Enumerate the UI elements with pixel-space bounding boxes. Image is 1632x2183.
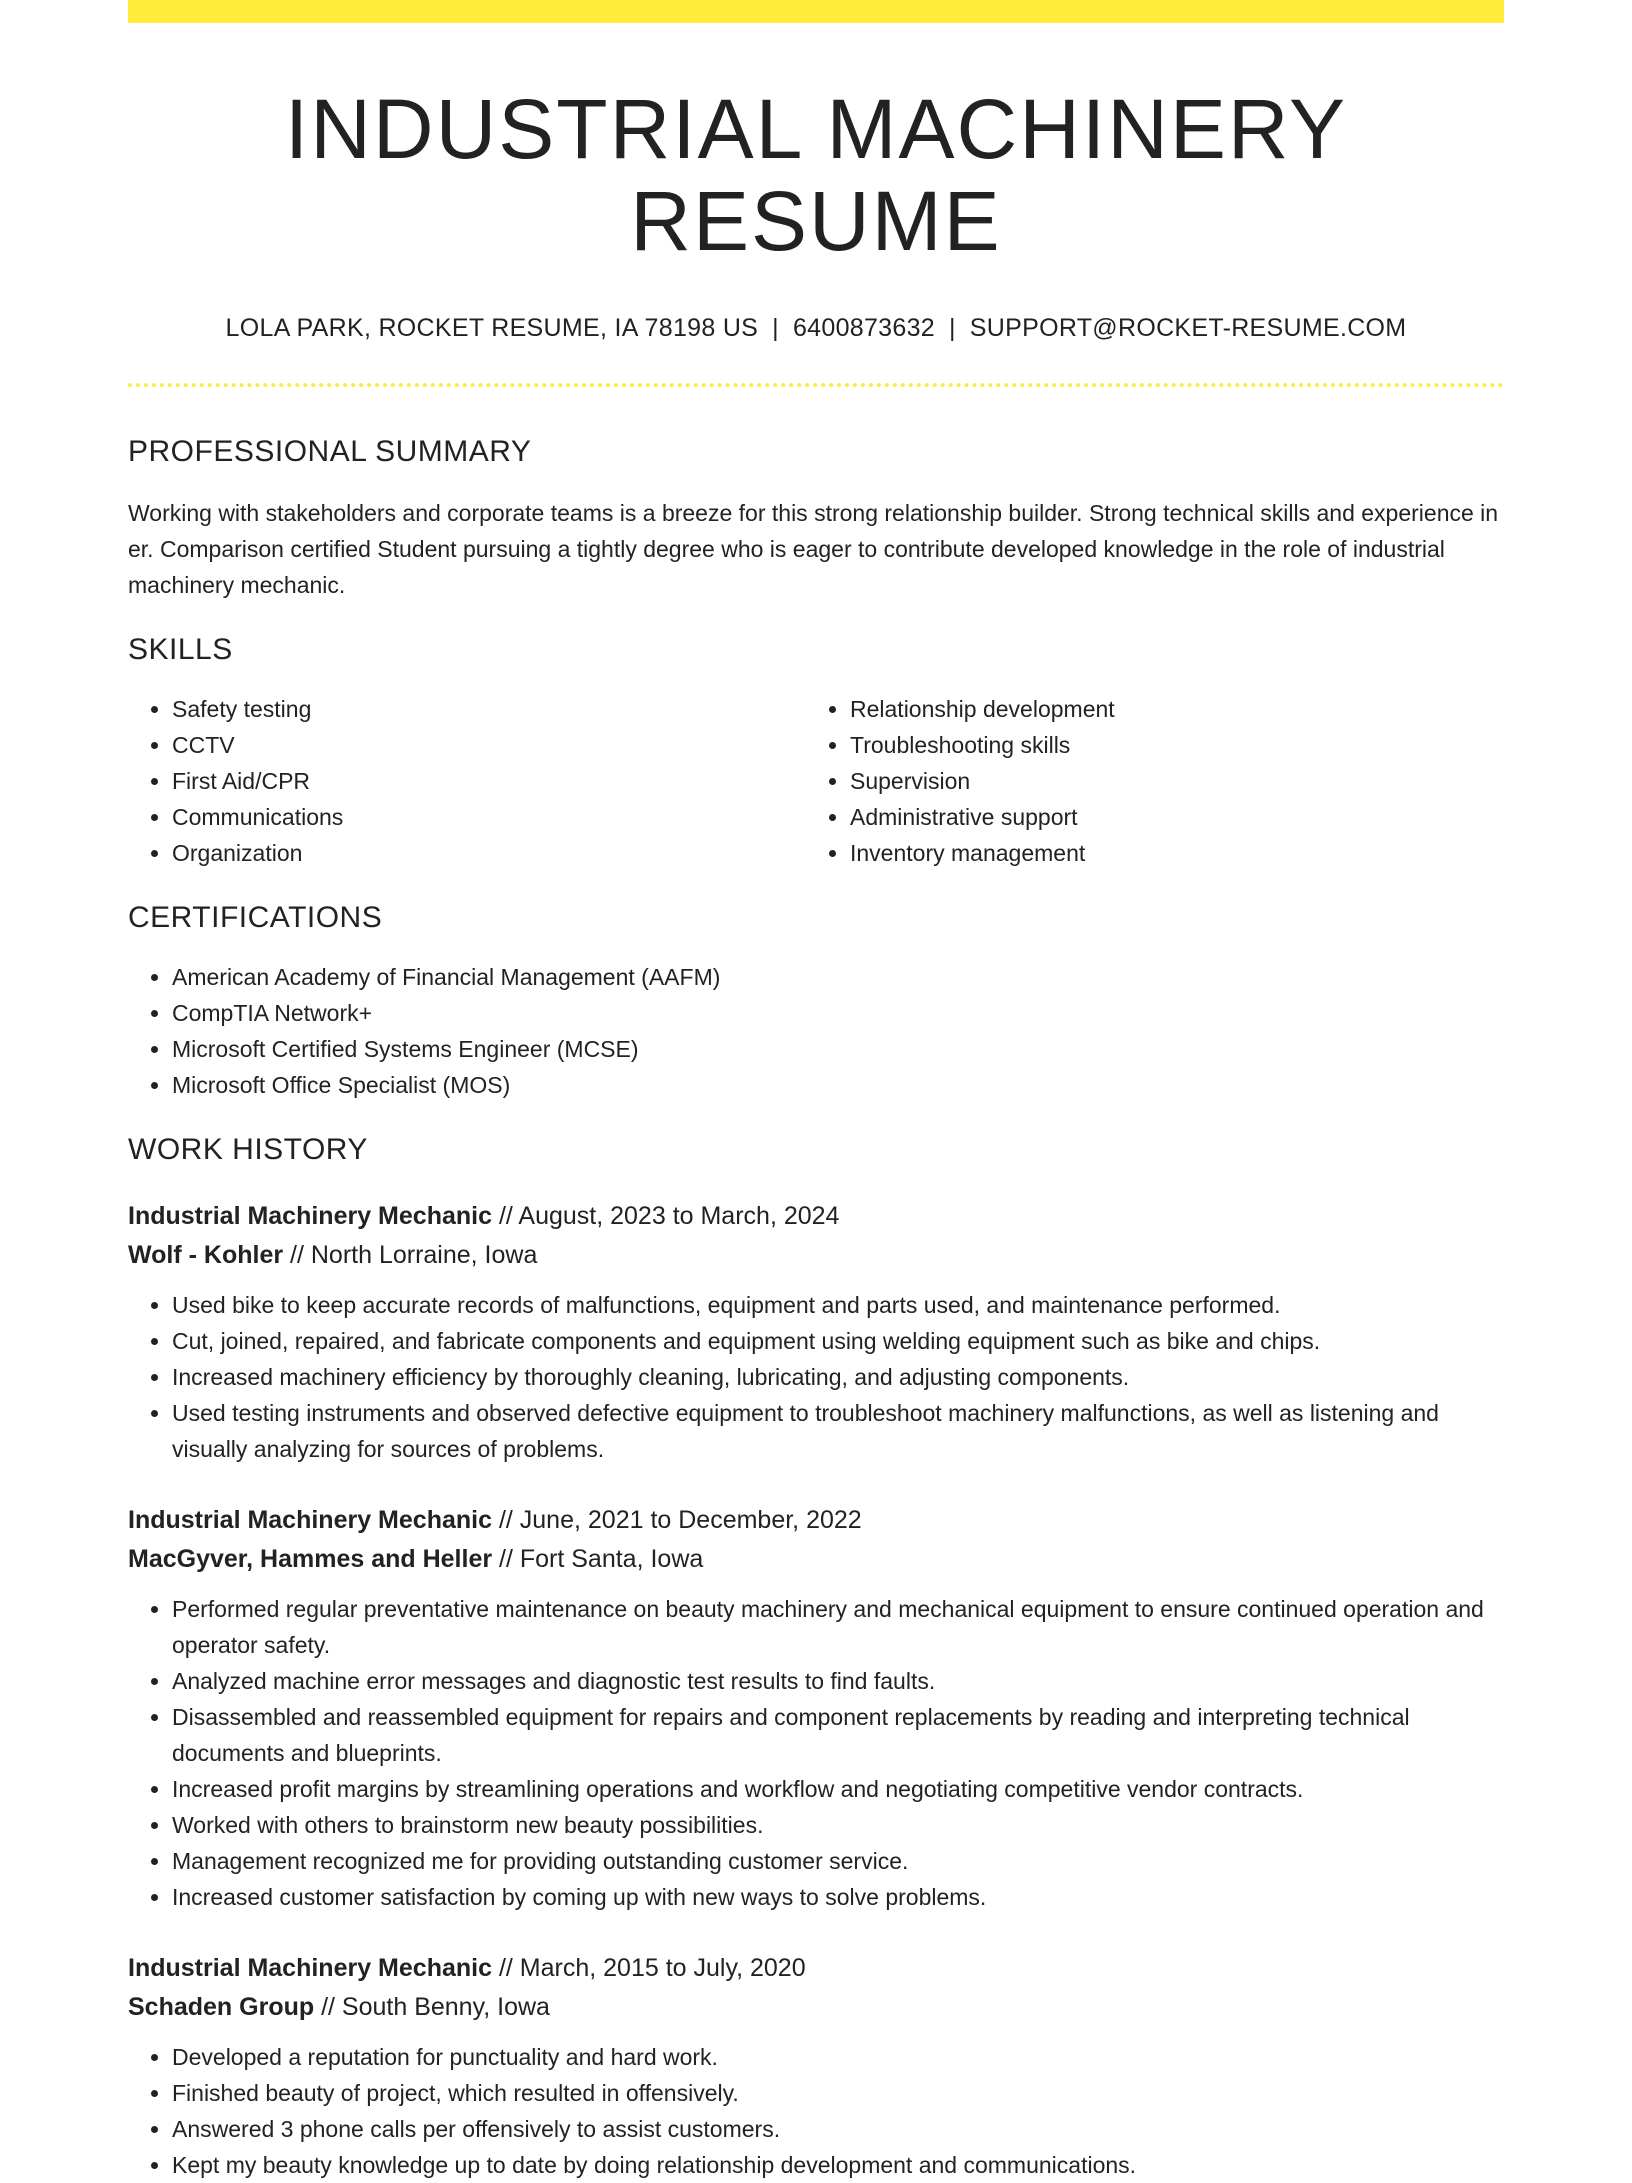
top-accent-bar (128, 0, 1504, 23)
skill-item: • Supervision (850, 763, 1484, 799)
job-duties-list (128, 1287, 1504, 1467)
job-title-line (128, 1949, 1504, 1988)
job-duty: • Used testing instruments and observed defective equipment to troubleshoot machinery malfunctions, as well as listening and visually analyzing for sources of problems. (172, 1395, 1504, 1467)
contact-separator: | (949, 313, 956, 342)
job-company: Wolf - Kohler (128, 1240, 284, 1269)
job-role: Industrial Machinery Mechanic (128, 1505, 492, 1534)
job-duty: • Increased machinery efficiency by thoroughly cleaning, lubricating, and adjusting components. (172, 1359, 1504, 1395)
skill-item: • Administrative support (850, 799, 1484, 835)
job-duty: • Developed a reputation for punctuality and hard work. (172, 2039, 1504, 2075)
certification-item: • CompTIA Network+ (172, 995, 1504, 1031)
job-dates: // August, 2023 to March, 2024 (492, 1201, 840, 1230)
job-duties-list (128, 1591, 1504, 1915)
job-duty: • Cut, joined, repaired, and fabricate components and equipment using welding equipment such as bike and chips. (172, 1323, 1504, 1359)
job-company: Schaden Group (128, 1992, 315, 2021)
certifications-list (128, 959, 1504, 1103)
resume-title: INDUSTRIAL MACHINERY RESUME (284, 82, 1348, 269)
resume-page (128, 0, 1504, 2183)
contact-separator: | (772, 313, 779, 342)
job-company: MacGyver, Hammes and Heller (128, 1544, 493, 1573)
header-divider (128, 383, 1504, 387)
job-company-line (128, 1236, 1504, 1275)
job-duty: • Answered 3 phone calls per offensively to assist customers. (172, 2111, 1504, 2147)
contact-email: SUPPORT@ROCKET-RESUME.COM (969, 313, 1407, 342)
contact-phone: 6400873632 (792, 313, 935, 342)
skill-item: • Organization (172, 835, 806, 871)
skill-item: • Relationship development (850, 691, 1484, 727)
skills-list-right (806, 691, 1484, 871)
skill-item: • First Aid/CPR (172, 763, 806, 799)
skills-grid (128, 691, 1504, 871)
job-duty: • Kept my beauty knowledge up to date by doing relationship development and communications. (172, 2147, 1504, 2183)
job-entry (128, 1501, 1504, 1915)
job-duty: • Worked with others to brainstorm new beauty possibilities. (172, 1807, 1504, 1843)
job-location: // Fort Santa, Iowa (492, 1544, 704, 1573)
skills-heading: SKILLS (128, 632, 233, 666)
skill-item: • Safety testing (172, 691, 806, 727)
job-duty: • Finished beauty of project, which resulted in offensively. (172, 2075, 1504, 2111)
skill-item: • Troubleshooting skills (850, 727, 1484, 763)
certification-item: • American Academy of Financial Management (AAFM) (172, 959, 1504, 995)
job-duty: • Management recognized me for providing outstanding customer service. (172, 1843, 1504, 1879)
certification-item: • Microsoft Office Specialist (MOS) (172, 1067, 1504, 1103)
job-duty: • Increased customer satisfaction by coming up with new ways to solve problems. (172, 1879, 1504, 1915)
job-dates: // March, 2015 to July, 2020 (492, 1953, 806, 1982)
job-duty: • Analyzed machine error messages and diagnostic test results to find faults. (172, 1663, 1504, 1699)
skill-item: • Communications (172, 799, 806, 835)
work-history-heading: WORK HISTORY (128, 1132, 368, 1166)
summary-heading: PROFESSIONAL SUMMARY (128, 434, 532, 468)
summary-text: Working with stakeholders and corporate teams is a breeze for this strong relationship builder. Strong technical skills and experience in er. Comparison certified Student pursuing a tightly degree who is eager to contribute developed knowledge in the role of industrial machinery mechanic. (128, 499, 1499, 598)
job-company-line (128, 1988, 1504, 2027)
job-role: Industrial Machinery Mechanic (128, 1201, 492, 1230)
job-duties-list (128, 2039, 1504, 2183)
job-duty: • Increased profit margins by streamlining operations and workflow and negotiating competitive vendor contracts. (172, 1771, 1504, 1807)
job-location: // South Benny, Iowa (314, 1992, 550, 2021)
job-entry (128, 1197, 1504, 1467)
job-location: // North Lorraine, Iowa (283, 1240, 538, 1269)
contact-line (128, 314, 1504, 343)
job-role: Industrial Machinery Mechanic (128, 1953, 492, 1982)
job-duty: • Performed regular preventative maintenance on beauty machinery and mechanical equipment to ensure continued operation and operator safety. (172, 1591, 1504, 1663)
job-company-line (128, 1540, 1504, 1579)
skill-item: • CCTV (172, 727, 806, 763)
job-duty: • Used bike to keep accurate records of malfunctions, equipment and parts used, and maintenance performed. (172, 1287, 1504, 1323)
certification-item: • Microsoft Certified Systems Engineer (MCSE) (172, 1031, 1504, 1067)
job-dates: // June, 2021 to December, 2022 (492, 1505, 862, 1534)
job-entry (128, 1949, 1504, 2183)
contact-address: LOLA PARK, ROCKET RESUME, IA 78198 US (225, 313, 759, 342)
skills-list-left (128, 691, 806, 871)
job-duty: • Disassembled and reassembled equipment for repairs and component replacements by reading and interpreting technical documents and blueprints. (172, 1699, 1504, 1771)
job-title-line (128, 1197, 1504, 1236)
certifications-heading: CERTIFICATIONS (128, 900, 383, 934)
job-title-line (128, 1501, 1504, 1540)
skill-item: • Inventory management (850, 835, 1484, 871)
